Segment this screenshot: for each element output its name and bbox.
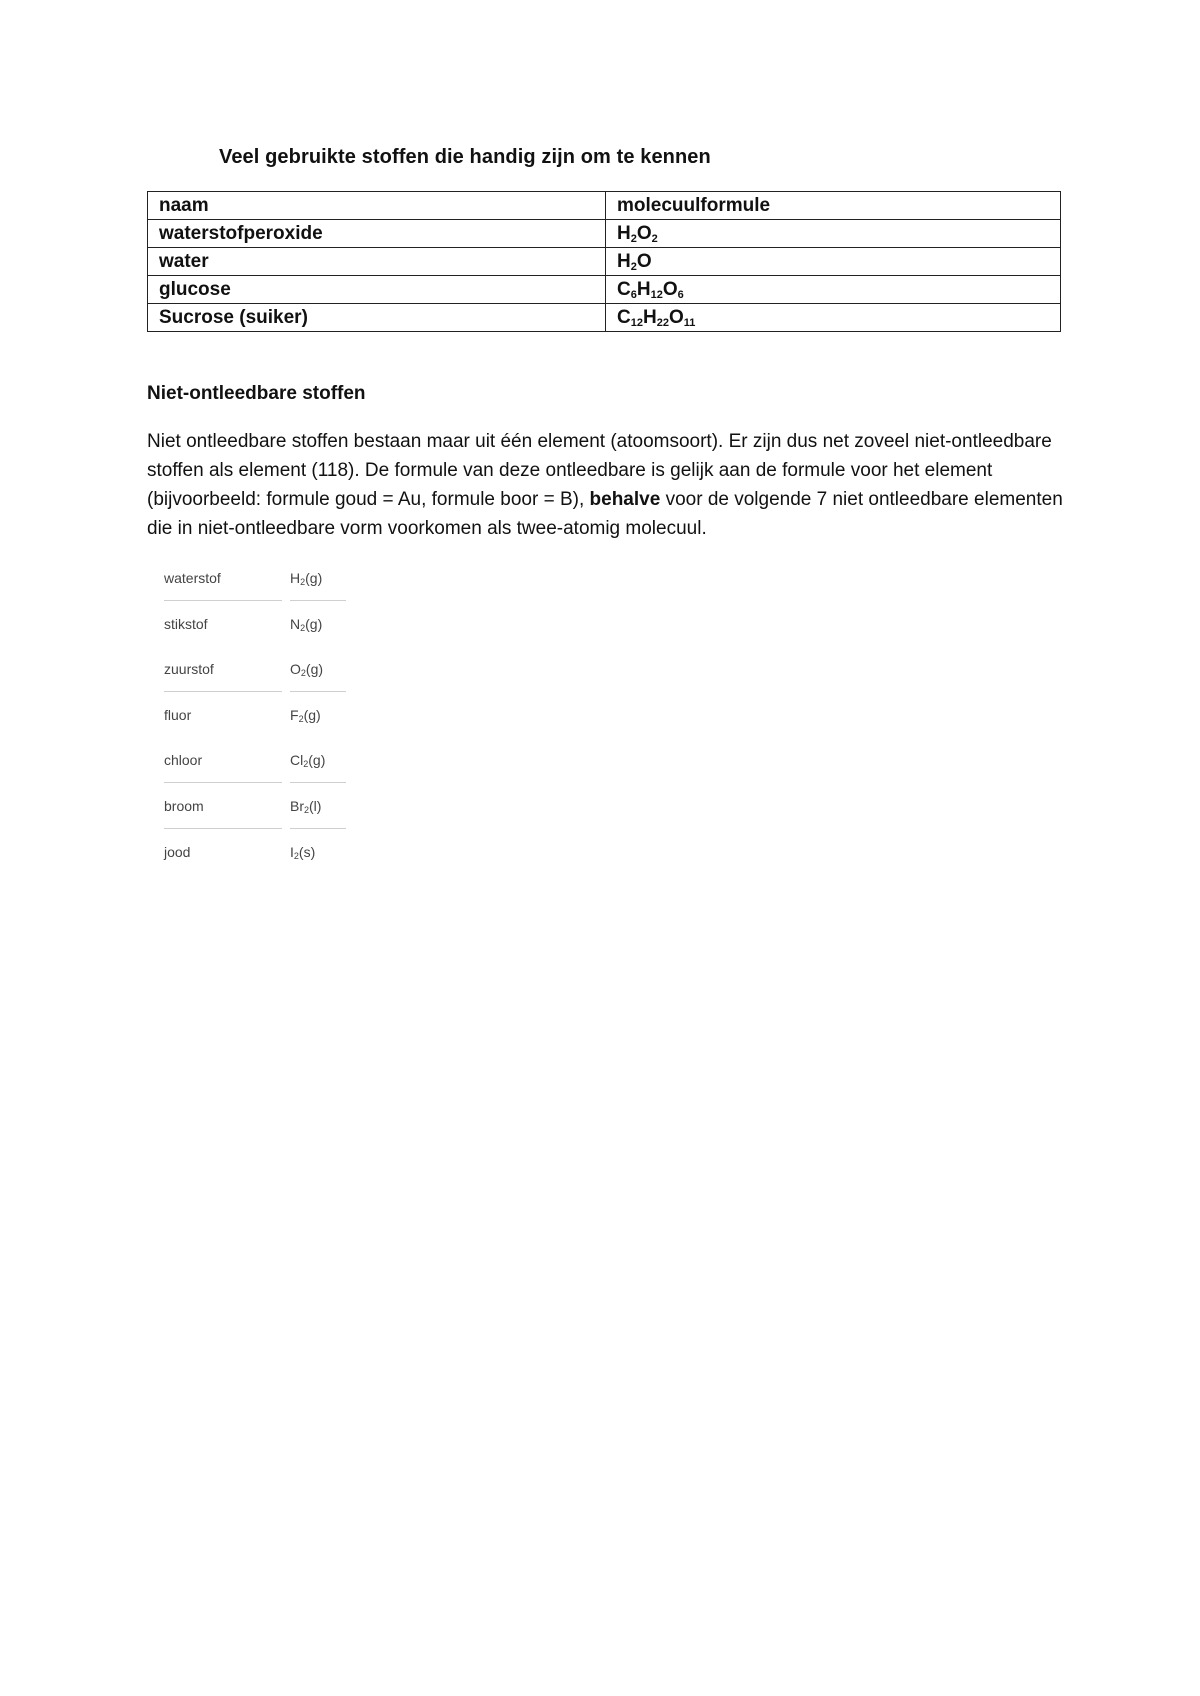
element-state: (g): [303, 706, 321, 723]
element-row: [164, 601, 346, 646]
element-formula: [290, 737, 346, 783]
formula-subscript: 2: [630, 233, 637, 245]
element-subscript: 2: [304, 804, 310, 815]
formula-symbol: O: [636, 251, 652, 272]
element-symbol: O: [290, 660, 301, 677]
formula-symbol: C: [617, 307, 631, 328]
element-row: [164, 783, 346, 829]
substance-name-cell: glucose: [148, 276, 606, 304]
formula-subscript: 2: [630, 261, 637, 273]
formula-symbol: H: [617, 223, 631, 244]
element-subscript: 2: [293, 850, 299, 861]
substance-name-cell: waterstofperoxide: [148, 220, 606, 248]
element-formula: [290, 646, 346, 692]
element-symbol: N: [290, 615, 301, 632]
element-subscript: 2: [303, 758, 309, 769]
formula-symbol: O: [636, 223, 652, 244]
section-heading: Niet-ontleedbare stoffen: [147, 383, 366, 404]
column-header-formula: molecuulformule: [606, 192, 1061, 220]
element-state: (g): [308, 751, 326, 768]
molecular-formula-cell: [606, 304, 1061, 332]
element-row: [164, 692, 346, 737]
element-formula: [290, 601, 346, 646]
element-subscript: 2: [300, 576, 306, 587]
paragraph-text-start: Niet ontleedbare stoffen bestaan maar uit één element (atoomsoort). Er zijn dus net zoveel niet-ontleedbare stoffen als element (118). De formule van deze ontleedbare is gelijk aan de formule voor het element (bijvoorbeeld: formule goud = Au, formule boor = B),: [147, 431, 1052, 510]
formula-symbol: O: [662, 279, 678, 300]
formula-symbol: H: [642, 307, 657, 328]
element-formula: [290, 692, 346, 737]
formula-subscript: 12: [650, 289, 663, 301]
element-subscript: 2: [300, 622, 306, 633]
substances-table: [147, 191, 1061, 332]
element-symbol: H: [290, 569, 301, 586]
element-symbol: F: [290, 706, 299, 723]
formula-subscript: 2: [651, 233, 658, 245]
element-state: (l): [309, 797, 322, 814]
element-symbol: I: [290, 843, 294, 860]
page-title: Veel gebruikte stoffen die handig zijn om te kennen: [219, 146, 711, 168]
formula-symbol: C: [617, 279, 631, 300]
formula-subscript: 12: [630, 317, 643, 329]
formula-subscript: 6: [630, 289, 637, 301]
element-formula: [290, 829, 346, 874]
element-formula: [290, 783, 346, 829]
element-state: (g): [305, 569, 323, 586]
table-row: [148, 248, 1061, 276]
molecular-formula-cell: [606, 276, 1061, 304]
paragraph-bold-word: behalve: [589, 489, 661, 510]
element-formula: [290, 555, 346, 601]
formula-symbol: H: [617, 251, 631, 272]
element-state: (g): [305, 615, 323, 632]
substance-name-cell: Sucrose (suiker): [148, 304, 606, 332]
formula-symbol: O: [668, 307, 684, 328]
element-state: (s): [298, 843, 316, 860]
formula-symbol: H: [636, 279, 651, 300]
formula-subscript: 11: [683, 317, 696, 329]
element-row: [164, 829, 346, 874]
paragraph-text-end: voor de volgende 7 niet ontleedbare elementen die in niet-ontleedbare vorm voorkomen als twee-atomig molecuul.: [147, 489, 1063, 539]
element-row: [164, 555, 346, 601]
element-row: [164, 737, 346, 783]
element-name: broom: [164, 783, 282, 829]
element-name: stikstof: [164, 615, 208, 632]
section-paragraph: [147, 427, 1077, 543]
column-header-name: naam: [148, 192, 606, 220]
element-name: waterstof: [164, 555, 282, 601]
diatomic-elements-table: [156, 555, 354, 874]
element-name: fluor: [164, 706, 192, 723]
element-name: zuurstof: [164, 646, 282, 692]
element-symbol: Cl: [290, 751, 304, 768]
substance-name-cell: water: [148, 248, 606, 276]
formula-subscript: 22: [656, 317, 669, 329]
element-symbol: Br: [290, 797, 304, 814]
table-row: [148, 220, 1061, 248]
element-row: [164, 646, 346, 692]
element-state: (g): [305, 660, 324, 677]
molecular-formula-cell: [606, 248, 1061, 276]
element-name: jood: [164, 843, 191, 860]
formula-subscript: 6: [677, 289, 684, 301]
element-name: chloor: [164, 737, 282, 783]
molecular-formula-cell: [606, 220, 1061, 248]
table-row: [148, 304, 1061, 332]
element-subscript: 2: [300, 667, 306, 678]
table-row: [148, 276, 1061, 304]
element-subscript: 2: [298, 713, 304, 724]
table-header-row: [148, 192, 1061, 220]
